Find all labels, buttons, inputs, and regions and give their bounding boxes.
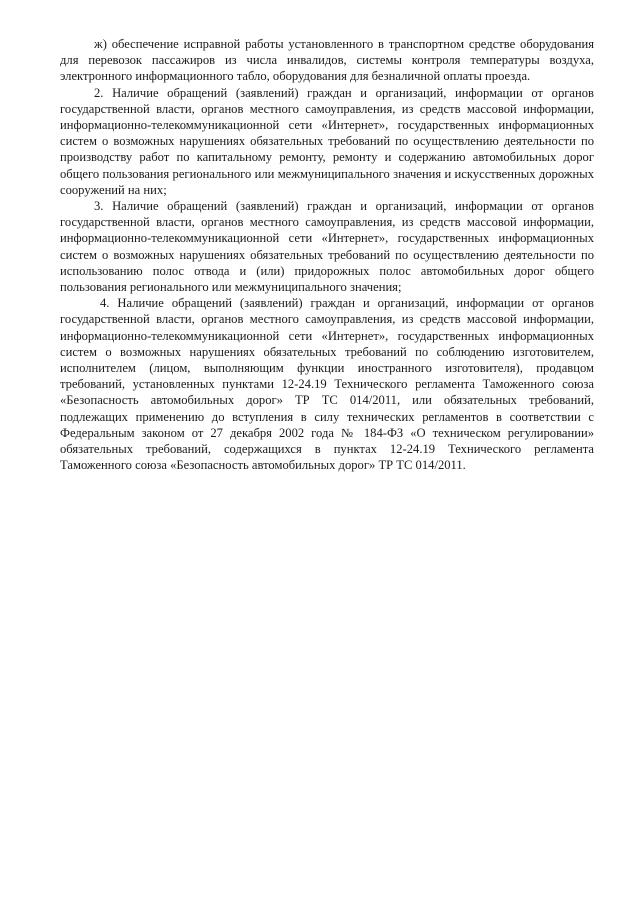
paragraph-item-zh: ж) обеспечение исправной работы установленного в транспортном средстве оборудования для перевозок пассажиров из числа инвалидов, системы контроля температуры воздуха, электронного информационного табло, оборудования для безналичной оплаты проезда. [60,37,594,84]
document-page [60,36,594,473]
paragraph-4: 4. Наличие обращений (заявлений) граждан и организаций, информации от органов государственной власти, органов местного самоуправления, из средств массовой информации, информационно-телекоммуникационной сети «Интернет», государственных информационных систем о возможных нарушениях обязательных требований по соблюдению изготовителем, исполнителем (лицом, выполняющим функции иностранного изготовителя), продавцом требований, установленных пунктами 12-24.19 Технического регламента Таможенного союза «Безопасность автомобильных дорог» ТР ТС 014/2011, или обязательных требований, подлежащих применению до вступления в силу технических регламентов в соответствии с Федеральным законом от 27 декабря 2002 года № 184-ФЗ «О техническом регулировании» обязательных требований, содержащихся в пунктах 12-24.19 Технического регламента Таможенного союза «Безопасность автомобильных дорог» ТР ТС 014/2011. [60,296,594,473]
paragraph-2: 2. Наличие обращений (заявлений) граждан и организаций, информации от органов государственной власти, органов местного самоуправления, из средств массовой информации, информационно-телекоммуникационной сети «Интернет», государственных информационных систем о возможных нарушениях обязательных требований по осуществлению деятельности по производству работ по капитальному ремонту, ремонту и содержанию автомобильных дорог общего пользования регионального или межмуниципального значения и искусственных дорожных сооружений на них; [60,85,594,197]
paragraph-3: 3. Наличие обращений (заявлений) граждан и организаций, информации от органов государственной власти, органов местного самоуправления, из средств массовой информации, информационно-телекоммуникационной сети «Интернет», государственных информационных систем о возможных нарушениях обязательных требований по осуществлению деятельности по использованию полос отвода и (или) придорожных полос автомобильных дорог общего пользования регионального или межмуниципального значения; [60,199,594,295]
